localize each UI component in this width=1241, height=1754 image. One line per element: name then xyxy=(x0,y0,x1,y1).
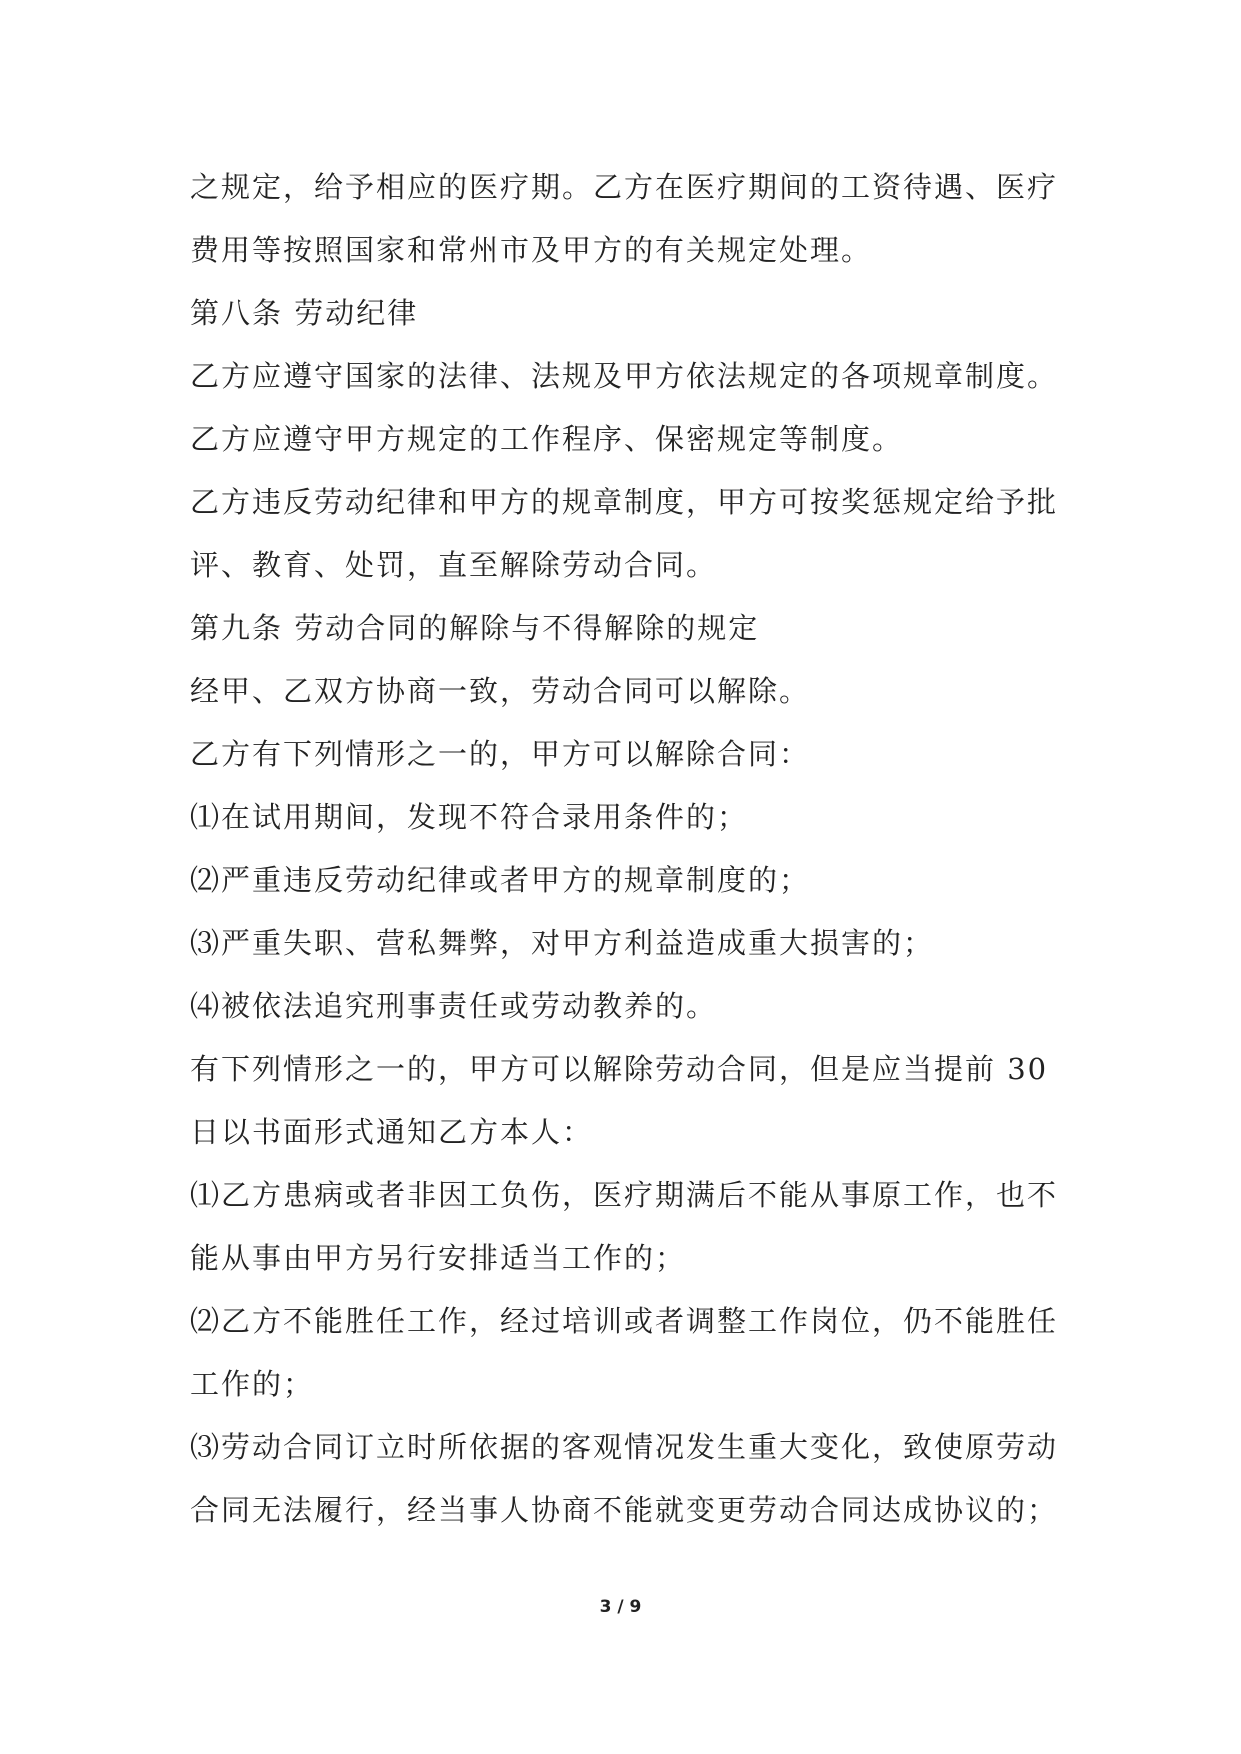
document-body xyxy=(190,156,1070,1542)
text-line: 乙方违反劳动纪律和甲方的规章制度，甲方可按奖惩规定给予批 xyxy=(190,485,1059,519)
text-line: 乙方有下列情形之一的，甲方可以解除合同： xyxy=(190,737,811,771)
list-item: ⑷被依法追究刑事责任或劳动教养的。 xyxy=(190,989,718,1023)
text-line: 费用等按照国家和常州市及甲方的有关规定处理。 xyxy=(190,233,873,267)
text-line: 有下列情形之一的，甲方可以解除劳动合同，但是应当提前 30 xyxy=(190,1052,1049,1086)
text-line: 能从事由甲方另行安排适当工作的； xyxy=(190,1241,687,1275)
text-line: 乙方应遵守国家的法律、法规及甲方依法规定的各项规章制度。 xyxy=(190,359,1059,393)
text-line: 日以书面形式通知乙方本人： xyxy=(190,1115,594,1149)
list-item: ⑵乙方不能胜任工作，经过培训或者调整工作岗位，仍不能胜任 xyxy=(190,1304,1059,1338)
section-heading-article-8: 第八条 劳动纪律 xyxy=(190,296,419,330)
list-item: ⑶劳动合同订立时所依据的客观情况发生重大变化，致使原劳动 xyxy=(190,1430,1059,1464)
list-item: ⑵严重违反劳动纪律或者甲方的规章制度的； xyxy=(190,863,811,897)
text-line: 乙方应遵守甲方规定的工作程序、保密规定等制度。 xyxy=(190,422,904,456)
list-item: ⑴乙方患病或者非因工负伤，医疗期满后不能从事原工作，也不 xyxy=(190,1178,1059,1212)
page-number: 3 / 9 xyxy=(599,1597,642,1617)
list-item: ⑴在试用期间，发现不符合录用条件的； xyxy=(190,800,749,834)
list-item: ⑶严重失职、营私舞弊，对甲方利益造成重大损害的； xyxy=(190,926,935,960)
text-line: 工作的； xyxy=(190,1367,315,1401)
section-heading-article-9: 第九条 劳动合同的解除与不得解除的规定 xyxy=(190,611,760,645)
text-line: 合同无法履行，经当事人协商不能就变更劳动合同达成协议的； xyxy=(190,1493,1059,1527)
text-line: 经甲、乙双方协商一致，劳动合同可以解除。 xyxy=(190,674,811,708)
text-line: 评、教育、处罚，直至解除劳动合同。 xyxy=(190,548,718,582)
text-line: 之规定，给予相应的医疗期。乙方在医疗期间的工资待遇、医疗 xyxy=(190,170,1059,204)
